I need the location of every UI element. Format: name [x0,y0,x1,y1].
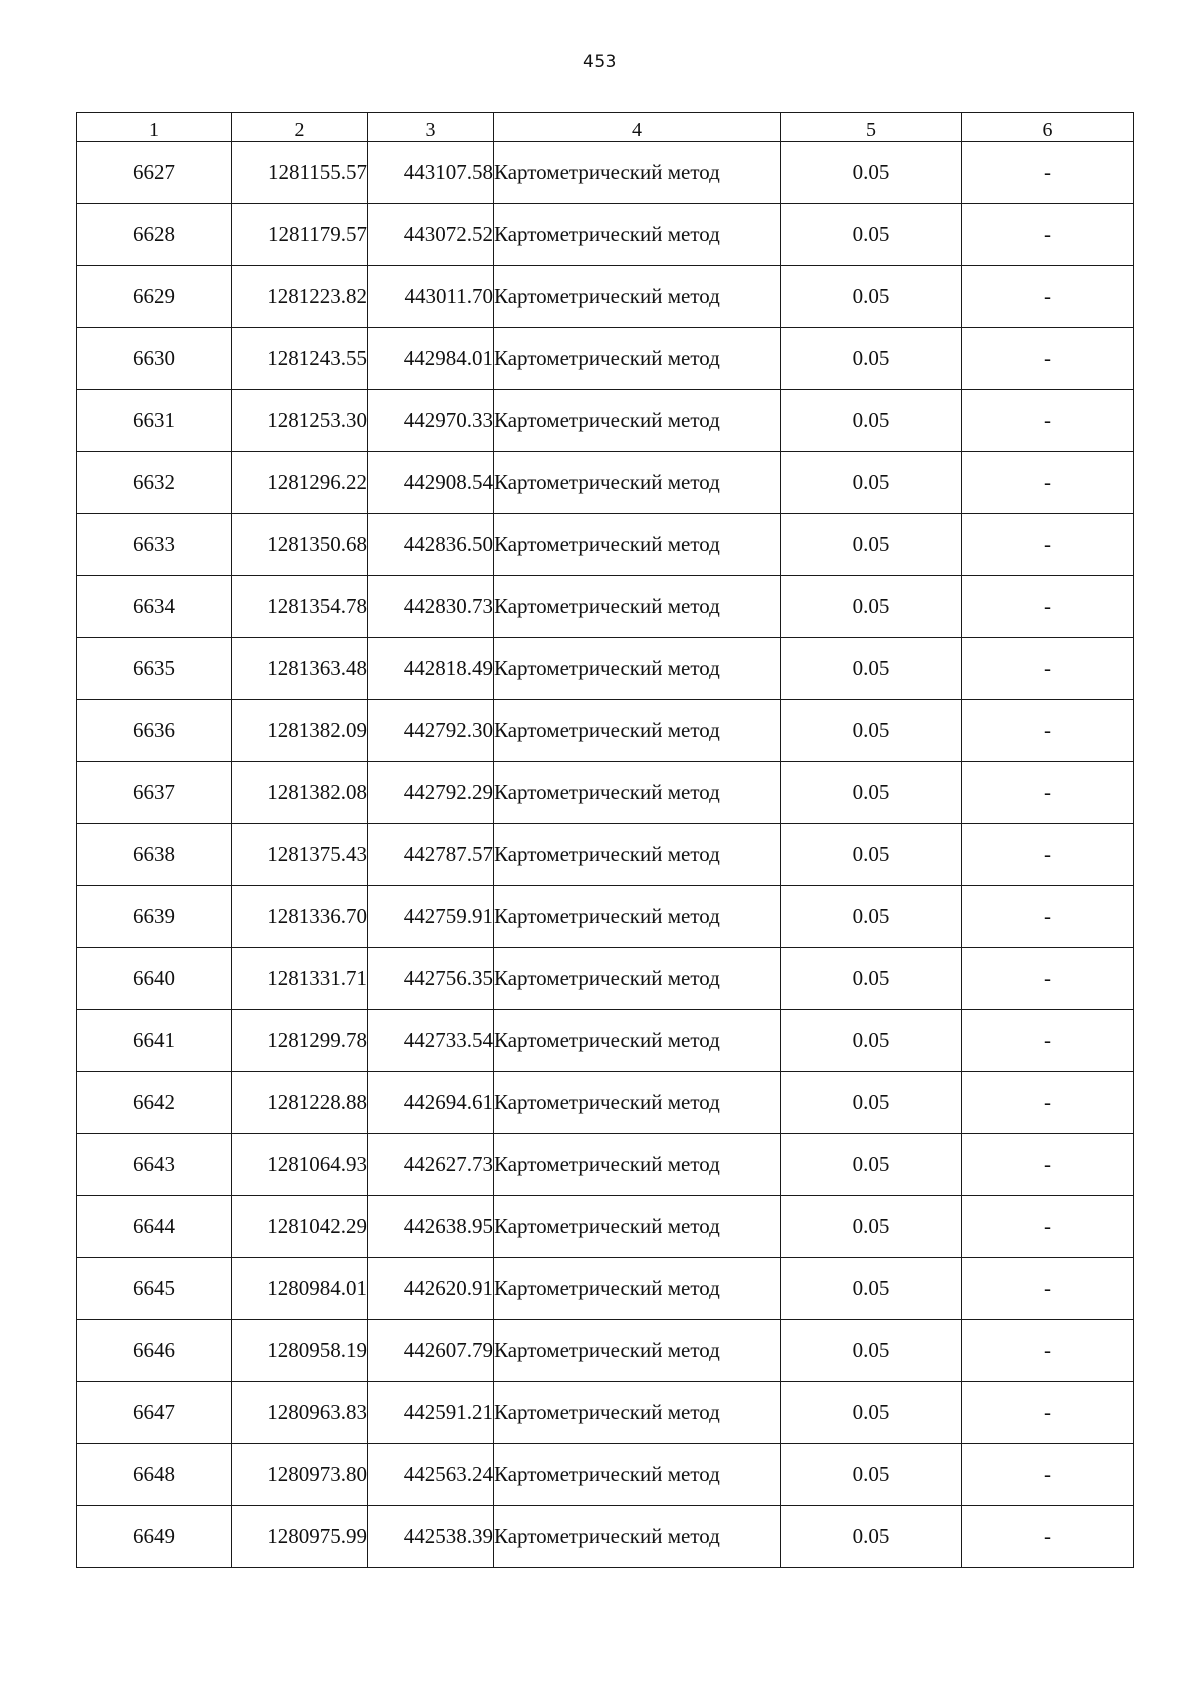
accuracy-cell: 0.05 [781,824,962,886]
column-header-6: 6 [962,113,1134,142]
x-coordinate-cell: 1281179.57 [232,204,368,266]
x-coordinate-cell: 1281228.88 [232,1072,368,1134]
x-coordinate-cell: 1280963.83 [232,1382,368,1444]
accuracy-cell: 0.05 [781,390,962,452]
y-coordinate-cell: 442836.50 [368,514,494,576]
method-cell: Картометрический метод [494,700,781,762]
method-cell: Картометрический метод [494,266,781,328]
accuracy-cell: 0.05 [781,700,962,762]
note-cell: - [962,1072,1134,1134]
table-row [77,700,1134,762]
method-cell: Картометрический метод [494,142,781,204]
note-cell: - [962,1258,1134,1320]
accuracy-cell: 0.05 [781,266,962,328]
table-row [77,1134,1134,1196]
method-cell: Картометрический метод [494,1196,781,1258]
accuracy-cell: 0.05 [781,1134,962,1196]
y-coordinate-cell: 443072.52 [368,204,494,266]
point-number-cell: 6642 [77,1072,232,1134]
point-number-cell: 6627 [77,142,232,204]
x-coordinate-cell: 1281223.82 [232,266,368,328]
accuracy-cell: 0.05 [781,514,962,576]
x-coordinate-cell: 1280975.99 [232,1506,368,1568]
y-coordinate-cell: 443107.58 [368,142,494,204]
y-coordinate-cell: 442638.95 [368,1196,494,1258]
y-coordinate-cell: 442792.29 [368,762,494,824]
point-number-cell: 6631 [77,390,232,452]
note-cell: - [962,1382,1134,1444]
y-coordinate-cell: 442756.35 [368,948,494,1010]
point-number-cell: 6646 [77,1320,232,1382]
note-cell: - [962,1506,1134,1568]
table-row [77,266,1134,328]
accuracy-cell: 0.05 [781,1072,962,1134]
accuracy-cell: 0.05 [781,328,962,390]
y-coordinate-cell: 442607.79 [368,1320,494,1382]
x-coordinate-cell: 1281350.68 [232,514,368,576]
method-cell: Картометрический метод [494,1134,781,1196]
x-coordinate-cell: 1281363.48 [232,638,368,700]
y-coordinate-cell: 442694.61 [368,1072,494,1134]
x-coordinate-cell: 1281382.09 [232,700,368,762]
accuracy-cell: 0.05 [781,142,962,204]
method-cell: Картометрический метод [494,948,781,1010]
x-coordinate-cell: 1281382.08 [232,762,368,824]
column-header-1: 1 [77,113,232,142]
y-coordinate-cell: 442591.21 [368,1382,494,1444]
table-row [77,576,1134,638]
note-cell: - [962,638,1134,700]
note-cell: - [962,824,1134,886]
point-number-cell: 6629 [77,266,232,328]
method-cell: Картометрический метод [494,1444,781,1506]
table-row [77,762,1134,824]
x-coordinate-cell: 1281243.55 [232,328,368,390]
point-number-cell: 6649 [77,1506,232,1568]
x-coordinate-cell: 1281331.71 [232,948,368,1010]
method-cell: Картометрический метод [494,762,781,824]
table-row [77,514,1134,576]
table-row [77,390,1134,452]
accuracy-cell: 0.05 [781,452,962,514]
point-number-cell: 6647 [77,1382,232,1444]
table-row [77,638,1134,700]
method-cell: Картометрический метод [494,390,781,452]
y-coordinate-cell: 442818.49 [368,638,494,700]
note-cell: - [962,762,1134,824]
point-number-cell: 6648 [77,1444,232,1506]
method-cell: Картометрический метод [494,204,781,266]
method-cell: Картометрический метод [494,1320,781,1382]
table-row [77,452,1134,514]
y-coordinate-cell: 442620.91 [368,1258,494,1320]
point-number-cell: 6637 [77,762,232,824]
table-row [77,1444,1134,1506]
note-cell: - [962,390,1134,452]
note-cell: - [962,948,1134,1010]
y-coordinate-cell: 442830.73 [368,576,494,638]
note-cell: - [962,1196,1134,1258]
x-coordinate-cell: 1281354.78 [232,576,368,638]
coordinates-table [76,112,1134,1568]
note-cell: - [962,142,1134,204]
table-row [77,948,1134,1010]
y-coordinate-cell: 442970.33 [368,390,494,452]
table-row [77,328,1134,390]
method-cell: Картометрический метод [494,886,781,948]
y-coordinate-cell: 442733.54 [368,1010,494,1072]
accuracy-cell: 0.05 [781,762,962,824]
y-coordinate-cell: 442984.01 [368,328,494,390]
y-coordinate-cell: 442908.54 [368,452,494,514]
y-coordinate-cell: 443011.70 [368,266,494,328]
table-row [77,142,1134,204]
note-cell: - [962,514,1134,576]
table-row [77,1010,1134,1072]
y-coordinate-cell: 442563.24 [368,1444,494,1506]
y-coordinate-cell: 442759.91 [368,886,494,948]
table-row [77,1196,1134,1258]
note-cell: - [962,328,1134,390]
method-cell: Картометрический метод [494,1010,781,1072]
accuracy-cell: 0.05 [781,886,962,948]
accuracy-cell: 0.05 [781,576,962,638]
accuracy-cell: 0.05 [781,1444,962,1506]
accuracy-cell: 0.05 [781,1506,962,1568]
accuracy-cell: 0.05 [781,204,962,266]
column-header-2: 2 [232,113,368,142]
method-cell: Картометрический метод [494,328,781,390]
note-cell: - [962,1444,1134,1506]
accuracy-cell: 0.05 [781,1196,962,1258]
point-number-cell: 6643 [77,1134,232,1196]
point-number-cell: 6635 [77,638,232,700]
y-coordinate-cell: 442792.30 [368,700,494,762]
column-header-5: 5 [781,113,962,142]
y-coordinate-cell: 442787.57 [368,824,494,886]
x-coordinate-cell: 1281299.78 [232,1010,368,1072]
column-header-3: 3 [368,113,494,142]
table-row [77,824,1134,886]
accuracy-cell: 0.05 [781,1382,962,1444]
point-number-cell: 6639 [77,886,232,948]
note-cell: - [962,700,1134,762]
y-coordinate-cell: 442538.39 [368,1506,494,1568]
note-cell: - [962,1320,1134,1382]
accuracy-cell: 0.05 [781,1320,962,1382]
note-cell: - [962,204,1134,266]
accuracy-cell: 0.05 [781,1258,962,1320]
method-cell: Картометрический метод [494,824,781,886]
note-cell: - [962,886,1134,948]
accuracy-cell: 0.05 [781,638,962,700]
accuracy-cell: 0.05 [781,948,962,1010]
point-number-cell: 6636 [77,700,232,762]
point-number-cell: 6645 [77,1258,232,1320]
table-row [77,1506,1134,1568]
note-cell: - [962,1010,1134,1072]
table-row [77,886,1134,948]
x-coordinate-cell: 1280973.80 [232,1444,368,1506]
x-coordinate-cell: 1281253.30 [232,390,368,452]
method-cell: Картометрический метод [494,638,781,700]
point-number-cell: 6640 [77,948,232,1010]
table-body [77,142,1134,1568]
method-cell: Картометрический метод [494,1382,781,1444]
point-number-cell: 6634 [77,576,232,638]
x-coordinate-cell: 1281042.29 [232,1196,368,1258]
point-number-cell: 6632 [77,452,232,514]
note-cell: - [962,576,1134,638]
x-coordinate-cell: 1281375.43 [232,824,368,886]
x-coordinate-cell: 1281296.22 [232,452,368,514]
point-number-cell: 6644 [77,1196,232,1258]
table-row [77,1320,1134,1382]
method-cell: Картометрический метод [494,514,781,576]
method-cell: Картометрический метод [494,1506,781,1568]
method-cell: Картометрический метод [494,452,781,514]
x-coordinate-cell: 1280958.19 [232,1320,368,1382]
x-coordinate-cell: 1281155.57 [232,142,368,204]
point-number-cell: 6628 [77,204,232,266]
table-row [77,1072,1134,1134]
note-cell: - [962,1134,1134,1196]
method-cell: Картометрический метод [494,1258,781,1320]
point-number-cell: 6641 [77,1010,232,1072]
point-number-cell: 6633 [77,514,232,576]
table-row [77,1382,1134,1444]
x-coordinate-cell: 1281336.70 [232,886,368,948]
table-row [77,204,1134,266]
accuracy-cell: 0.05 [781,1010,962,1072]
point-number-cell: 6638 [77,824,232,886]
note-cell: - [962,452,1134,514]
x-coordinate-cell: 1280984.01 [232,1258,368,1320]
method-cell: Картометрический метод [494,576,781,638]
point-number-cell: 6630 [77,328,232,390]
x-coordinate-cell: 1281064.93 [232,1134,368,1196]
table-header-row [77,113,1134,142]
note-cell: - [962,266,1134,328]
column-header-4: 4 [494,113,781,142]
method-cell: Картометрический метод [494,1072,781,1134]
y-coordinate-cell: 442627.73 [368,1134,494,1196]
table-row [77,1258,1134,1320]
page-number: 453 [583,52,617,72]
